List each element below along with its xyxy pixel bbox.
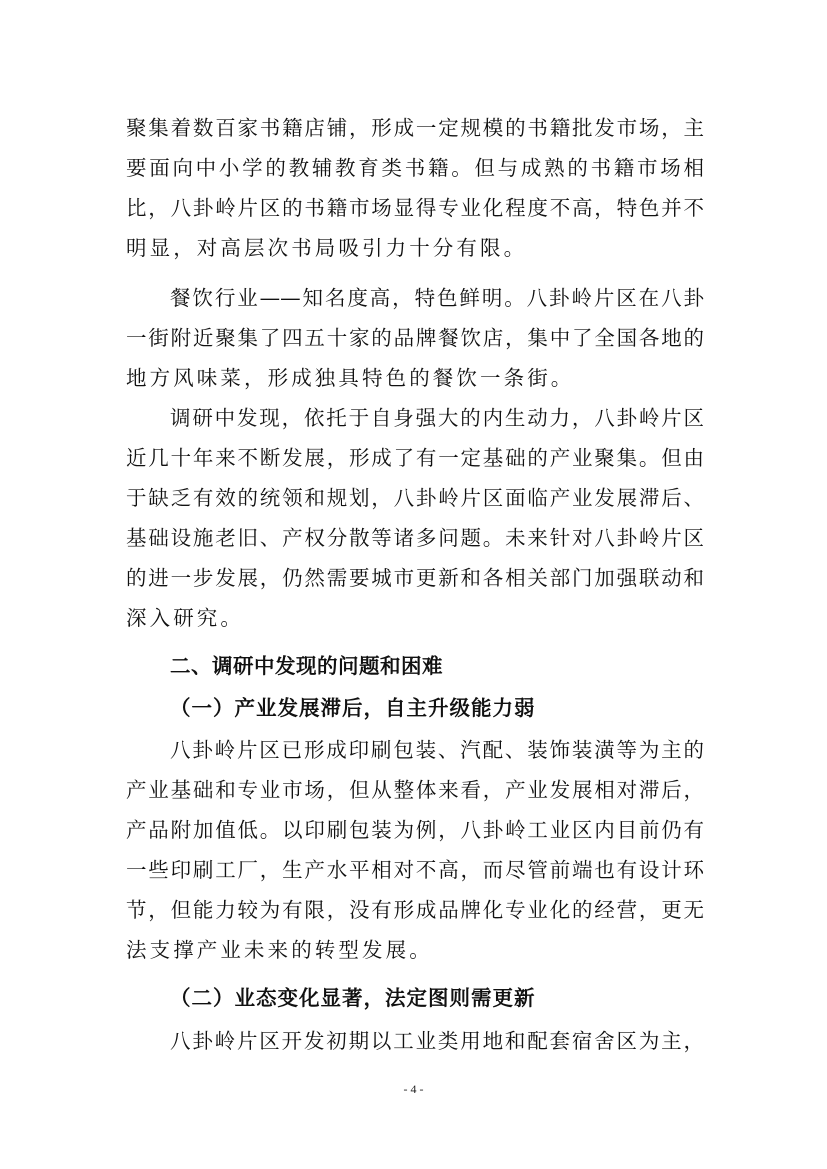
paragraph-line: 产品附加值低。以印刷包装为例，八卦岭工业区内目前仍有 <box>126 818 704 842</box>
paragraph-line: 基础设施老旧、产权分散等诸多问题。未来针对八卦岭片区 <box>126 526 704 550</box>
page-number: - 4 - <box>403 1082 424 1096</box>
paragraph-line: 一些印刷工厂，生产水平相对不高，而尽管前端也有设计环 <box>126 858 704 882</box>
paragraph-line: 八卦岭片区开发初期以工业类用地和配套宿舍区为主， <box>170 1029 704 1053</box>
paragraph-line: 餐饮行业——知名度高，特色鲜明。八卦岭片区在八卦 <box>170 286 704 310</box>
paragraph-line: 调研中发现，依托于自身强大的内生动力，八卦岭片区 <box>170 406 704 430</box>
paragraph-line: 八卦岭片区已形成印刷包装、汽配、装饰装潢等为主的 <box>170 738 704 762</box>
paragraph-line: 地方风味菜，形成独具特色的餐饮一条街。 <box>126 366 575 390</box>
section-heading: 二、调研中发现的问题和困难 <box>170 654 443 678</box>
paragraph-line: 于缺乏有效的统领和规划，八卦岭片区面临产业发展滞后、 <box>126 486 704 510</box>
paragraph-line: 法支撑产业未来的转型发展。 <box>126 938 433 962</box>
paragraph-line: 产业基础和专业市场，但从整体来看，产业发展相对滞后， <box>126 778 704 802</box>
subsection-heading: （一）产业发展滞后，自主升级能力弱 <box>170 696 536 720</box>
paragraph-line: 比，八卦岭片区的书籍市场显得专业化程度不高，特色并不 <box>126 196 704 220</box>
paragraph-line: 一街附近聚集了四五十家的品牌餐饮店，集中了全国各地的 <box>126 326 704 350</box>
paragraph-line: 聚集着数百家书籍店铺，形成一定规模的书籍批发市场，主 <box>126 116 704 140</box>
paragraph-line: 深入研究。 <box>126 606 244 630</box>
paragraph-line: 节，但能力较为有限，没有形成品牌化专业化的经营，更无 <box>126 898 704 922</box>
paragraph-line: 明显，对高层次书局吸引力十分有限。 <box>126 236 528 260</box>
paragraph-line: 要面向中小学的教辅教育类书籍。但与成熟的书籍市场相 <box>126 156 704 180</box>
subsection-heading: （二）业态变化显著，法定图则需更新 <box>170 986 536 1010</box>
paragraph-line: 的进一步发展，仍然需要城市更新和各相关部门加强联动和 <box>126 566 704 590</box>
paragraph-line: 近几十年来不断发展，形成了有一定基础的产业聚集。但由 <box>126 446 704 470</box>
